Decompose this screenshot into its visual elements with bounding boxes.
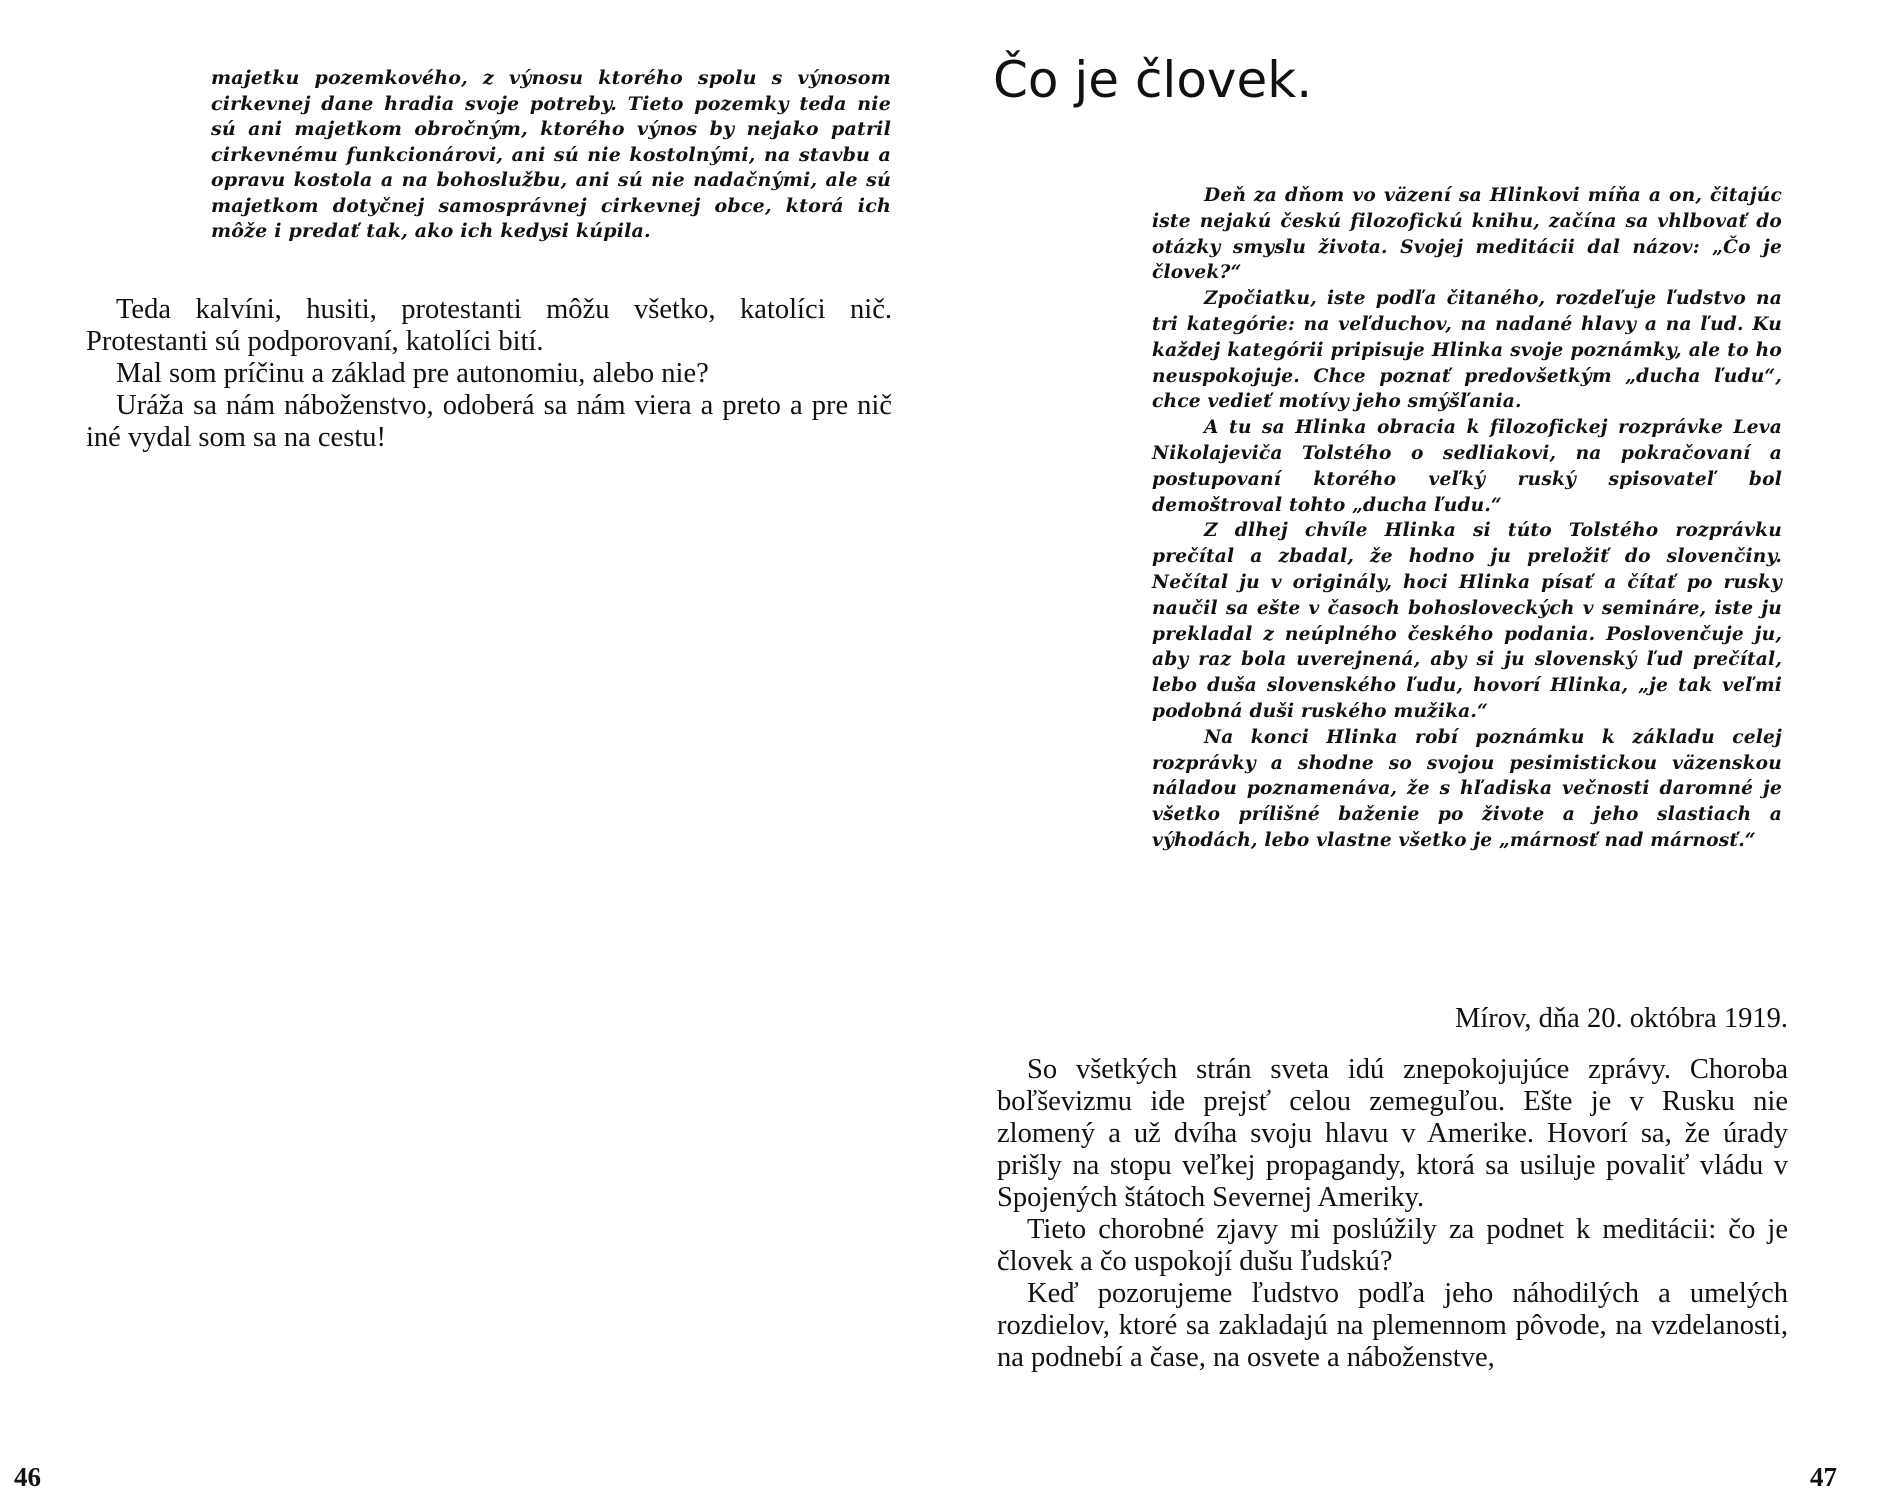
summary-paragraph: Zpočiatku, iste podľa čitaného, rozdeľuje ľudstvo na tri kategórie: na veľduchov, na nadané hlavy a na ľud. Ku každej kategórii pripisuje Hlinka svoje poznámky, ale to ho neuspokojuje. Chce poznať predovšetkým „ducha ľudu“, chce vedieť motívy jeho smýšľania.: [1152, 288, 1782, 413]
right-body-text: [997, 1054, 1788, 1374]
chapter-title: Čo je človek.: [993, 51, 1313, 109]
body-paragraph: Teda kalvíni, husiti, protestanti môžu všetko, katolíci nič. Protestanti sú podporovaní, katolíci bití.: [86, 294, 892, 357]
page-number: 47: [1810, 1462, 1837, 1492]
body-paragraph: So všetkých strán sveta idú znepokojujúce zprávy. Choroba boľševizmu ide prejsť celou zemeguľou. Ešte je v Rusku nie zlomený a už dvíha svoju hlavu v Amerike. Hovorí sa, že úrady prišly na stopu veľkej propagandy, ktorá sa usiluje povaliť vládu v Spojených štátoch Severnej Ameriky.: [997, 1054, 1788, 1213]
body-paragraph: Tieto chorobné zjavy mi poslúžily za podnet k meditácii: čo je človek a čo uspokojí dušu ľudskú?: [997, 1214, 1788, 1277]
page-number: 46: [14, 1462, 41, 1492]
quoted-passage: [211, 66, 891, 245]
body-paragraph: Mal som príčinu a základ pre autonomiu, alebo nie?: [116, 358, 709, 389]
dateline: Mírov, dňa 20. októbra 1919.: [1455, 1003, 1788, 1034]
body-paragraph: Uráža sa nám náboženstvo, odoberá sa nám viera a preto a pre nič iné vydal som sa na cestu!: [86, 390, 892, 453]
summary-paragraph: Na konci Hlinka robí poznámku k základu celej rozprávky a shodne so svojou pesimistickou väzenskou náladou poznamenáva, že s hľadiska večnosti daromné je všetko prílišné baženie po živote a jeho slastiach a výhodách, lebo vlastne všetko je „márnosť nad márnosť.“: [1152, 726, 1782, 851]
summary-paragraph: Deň za dňom vo väzení sa Hlinkovi míňa a on, čitajúc iste nejakú českú filozofickú knihu, začína sa vhlbovať do otázky smyslu života. Svojej meditácii dal názov: „Čo je človek?“: [1152, 185, 1782, 284]
left-body-text: [86, 294, 892, 454]
quote-paragraph: majetku pozemkového, z výnosu ktorého spolu s výnosom cirkevnej dane hradia svoje potreby. Tieto pozemky teda nie sú ani majetkom obročným, ktorého výnos by nejako patril cirkevnému funkcionárovi, ani sú nie kostolnými, na stavbu a opravu kostola a na bohoslužbu, ani sú nie nadačnými, ale sú majetkom dotyčnej samosprávnej cirkevnej obce, ktorá ich môže i predať tak, ako ich kedysi kúpila.: [211, 67, 891, 242]
chapter-summary: [1152, 183, 1782, 854]
summary-paragraph: A tu sa Hlinka obracia k filozofickej rozprávke Leva Nikolajeviča Tolstého o sedliakovi, na pokračovaní a postupovaní ktorého veľký ruský spisovateľ bol demoštroval tohto „ducha ľudu.“: [1152, 417, 1782, 516]
body-paragraph: Keď pozorujeme ľudstvo podľa jeho náhodilých a umelých rozdielov, ktoré sa zakladajú na plemennom pôvode, na vzdelanosti, na podnebí a čase, na osvete a náboženstve,: [997, 1278, 1788, 1373]
right-page: [941, 0, 1882, 1500]
summary-paragraph: Z dlhej chvíle Hlinka si túto Tolstého rozprávku prečítal a zbadal, že hodno ju preložiť do slovenčiny. Nečítal ju v originály, hoci Hlinka písať a čítať po rusky naučil sa ešte v časoch bohosloveckých v semináre, iste ju prekladal z neúplného českého podania. Poslovenčuje ju, aby raz bola uverejnená, aby si ju slovenský ľud prečítal, lebo duša slovenského ľudu, hovorí Hlinka, „je tak veľmi podobná duši ruského mužika.“: [1152, 520, 1782, 722]
